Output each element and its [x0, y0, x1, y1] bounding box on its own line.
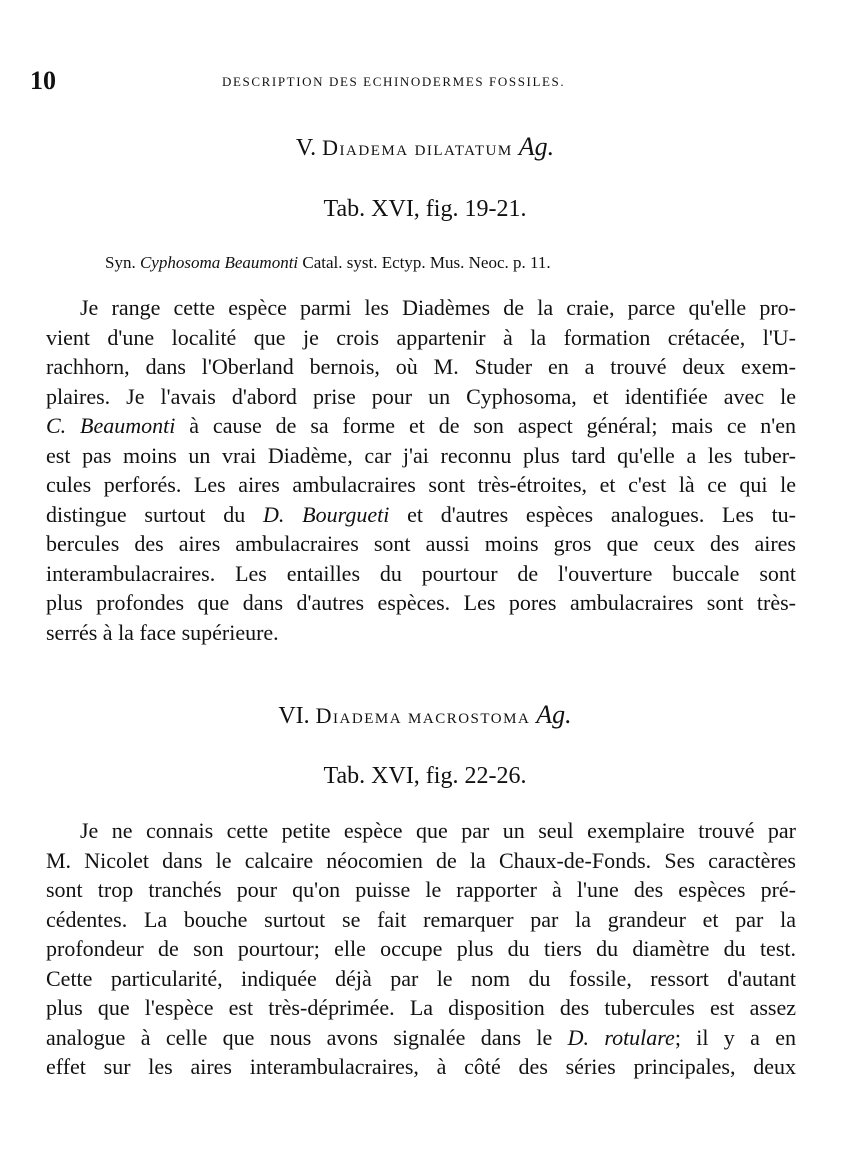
- taxon-name: D. Bourgueti: [263, 501, 390, 527]
- text-line: est pas moins un vrai Diadème, car j'ai reconnu plus tard qu'elle a les tuber-: [46, 442, 796, 468]
- syn-name: Cyphosoma Beaumonti: [139, 253, 299, 272]
- text-line: Je range cette espèce parmi les Diadèmes de la craie, parce qu'elle pro-: [80, 295, 796, 320]
- species-heading-v: [0, 132, 850, 162]
- text-line: profondeur de son pourtour; elle occupe plus du tiers du diamètre du test.: [46, 936, 796, 961]
- text-line: Je ne connais cette petite espèce que par un seul exemplaire trouvé par: [80, 818, 796, 843]
- text-run: analogue à celle que nous avons signalée dans le: [46, 1024, 568, 1050]
- text-line: M. Nicolet dans le calcaire néocomien de la Chaux-de-Fonds. Ses caractères: [46, 847, 796, 873]
- text-line: vient d'une localité que je crois appartenir à la formation crétacée, l'U-: [46, 324, 796, 350]
- text-line: plus que l'espèce est très-déprimée. La disposition des tubercules est assez: [46, 995, 796, 1020]
- paragraph-diadema-dilatatum: [46, 293, 796, 647]
- syn-prefix: Syn.: [105, 253, 136, 272]
- text-line: [46, 1023, 796, 1053]
- species-name: dilatatum: [414, 135, 513, 160]
- text-run: et d'autres espèces analogues. Les tu-: [389, 501, 797, 527]
- author-abbrev: Ag.: [536, 700, 572, 729]
- text-line: cédentes. La bouche surtout se fait remarquer par la grandeur et par la: [46, 906, 796, 932]
- paragraph-diadema-macrostoma: [46, 816, 796, 1082]
- text-run: ; il y a en: [674, 1024, 797, 1050]
- synonymy-line: [105, 253, 805, 273]
- text-run: distingue surtout du: [46, 501, 264, 527]
- text-run: à cause de sa forme et de son aspect général; mais ce n'en: [175, 413, 796, 438]
- taxon-name: D. rotulare: [567, 1024, 675, 1050]
- text-line: Cette particularité, indiquée déjà par le nom du fossile, ressort d'autant: [46, 965, 796, 991]
- running-title: DESCRIPTION DES ECHINODERMES FOSSILES.: [222, 74, 566, 89]
- text-line: serrés à la face supérieure.: [46, 619, 279, 645]
- text-line: interambulacraires. Les entailles du pourtour de l'ouverture buccale sont: [46, 560, 796, 586]
- species-name: macrostoma: [408, 703, 531, 728]
- syn-reference: Catal. syst. Ectyp. Mus. Neoc. p. 11.: [302, 253, 551, 272]
- taxon-name: C. Beaumonti: [46, 413, 176, 438]
- plate-reference-vi: Tab. XVI, fig. 22-26.: [323, 763, 527, 789]
- section-numeral: VI.: [278, 703, 310, 729]
- species-heading-vi: [0, 700, 850, 730]
- text-line: sont trop tranchés pour qu'on puisse le rapporter à l'une des espèces pré-: [46, 877, 796, 902]
- text-line: plus profondes que dans d'autres espèces. Les pores ambulacraires sont très-: [46, 590, 796, 615]
- genus-name: Diadema: [322, 135, 409, 160]
- page-number: 10: [30, 66, 56, 95]
- text-line: effet sur les aires interambulacraires, à côté des séries principales, deux: [46, 1054, 796, 1079]
- text-line: rachhorn, dans l'Oberland bernois, où M. Studer en a trouvé deux exem-: [46, 354, 796, 379]
- text-line: [46, 500, 796, 530]
- plate-reference-v: Tab. XVI, fig. 19-21.: [323, 196, 527, 222]
- genus-name: Diadema: [315, 703, 403, 728]
- author-abbrev: Ag.: [518, 132, 555, 161]
- text-line: [46, 411, 796, 441]
- text-line: bercules des aires ambulacraires sont aussi moins gros que ceux des aires: [46, 531, 796, 556]
- running-header: [30, 66, 820, 96]
- section-numeral: V.: [295, 135, 317, 161]
- text-line: plaires. Je l'avais d'abord prise pour un Cyphosoma, et identifiée avec le: [46, 383, 796, 409]
- text-line: cules perforés. Les aires ambulacraires sont très-étroites, et c'est là ce qui le: [46, 472, 796, 497]
